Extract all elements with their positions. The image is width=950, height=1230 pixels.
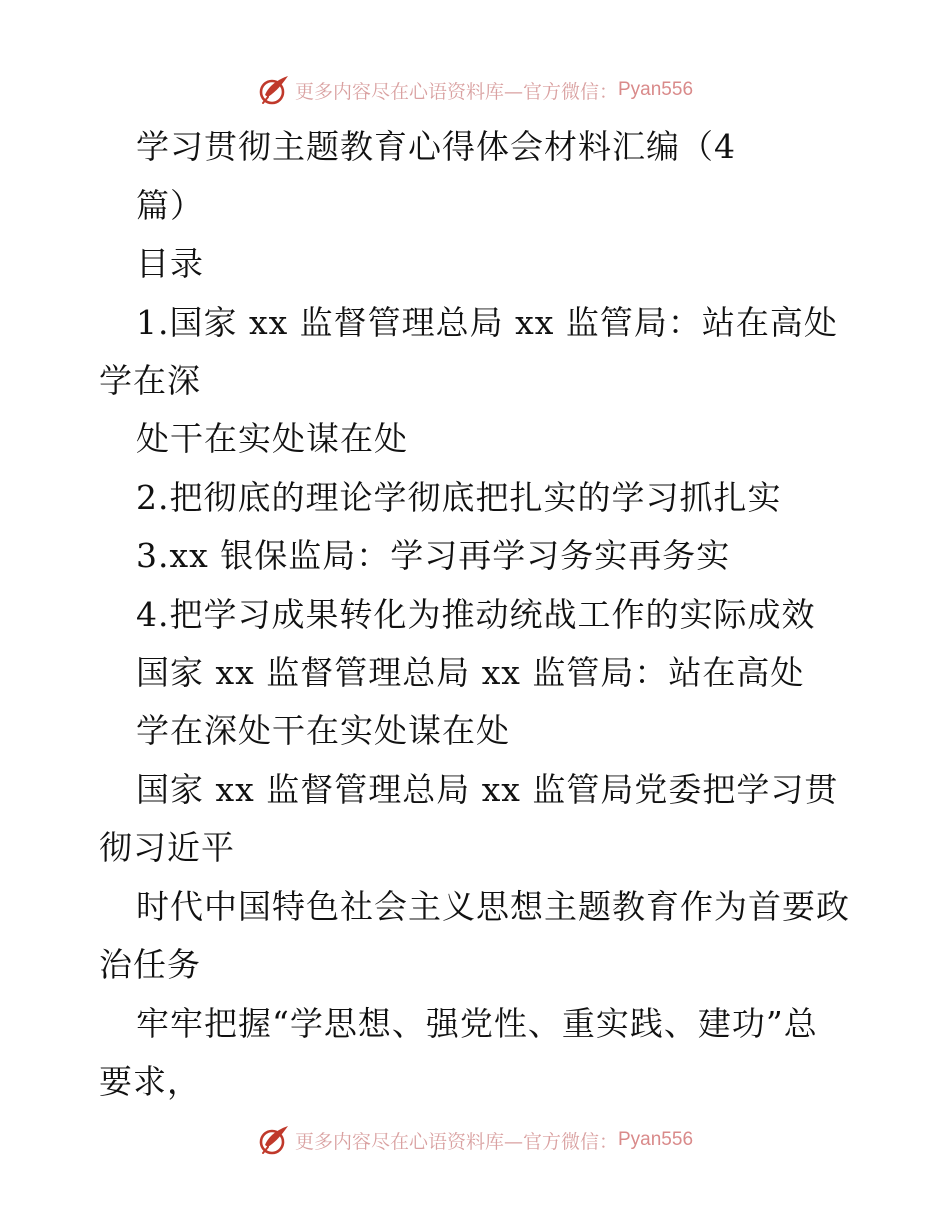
toc-item-2: 2.把彻底的理论学彻底把扎实的学习抓扎实 — [136, 478, 782, 517]
watermark-banner-top — [0, 70, 950, 110]
watermark-banner-bottom — [0, 1120, 950, 1160]
paragraph-line: 牢牢把握“学思想、强党性、重实践、建功”总 — [136, 1004, 818, 1043]
watermark-text: 更多内容尽在心语资料库—官方微信： — [294, 1130, 618, 1153]
section-title-line-2: 学在深处干在实处谋在处 — [136, 711, 510, 750]
section-title-line-1: 国家 xx 监督管理总局 xx 监管局：站在高处 — [136, 653, 805, 692]
quill-circle-icon — [257, 1123, 291, 1157]
toc-item-1-cont: 学在深 — [99, 361, 201, 400]
paragraph-line: 要求， — [99, 1062, 201, 1101]
paragraph-line: 时代中国特色社会主义思想主题教育作为首要政 — [136, 887, 850, 926]
toc-item-3: 3.xx 银保监局：学习再学习务实再务实 — [136, 536, 731, 575]
toc-heading: 目录 — [136, 244, 204, 283]
paragraph-line: 彻习近平 — [99, 828, 235, 867]
doc-title-line-2: 篇） — [136, 186, 204, 225]
paragraph-line: 治任务 — [99, 945, 201, 984]
watermark-wechat-id: Pyan556 — [618, 79, 694, 100]
quill-circle-icon — [257, 73, 291, 107]
watermark-text: 更多内容尽在心语资料库—官方微信： — [294, 80, 618, 103]
toc-item-1: 1.国家 xx 监督管理总局 xx 监管局：站在高处 — [136, 303, 838, 342]
toc-item-4: 4.把学习成果转化为推动统战工作的实际成效 — [136, 595, 816, 634]
doc-title-line-1: 学习贯彻主题教育心得体会材料汇编（4 — [136, 127, 736, 166]
paragraph-line: 国家 xx 监督管理总局 xx 监管局党委把学习贯 — [136, 770, 839, 809]
watermark-wechat-id: Pyan556 — [618, 1129, 694, 1150]
toc-item-1-cont-2: 处干在实处谋在处 — [136, 419, 408, 458]
